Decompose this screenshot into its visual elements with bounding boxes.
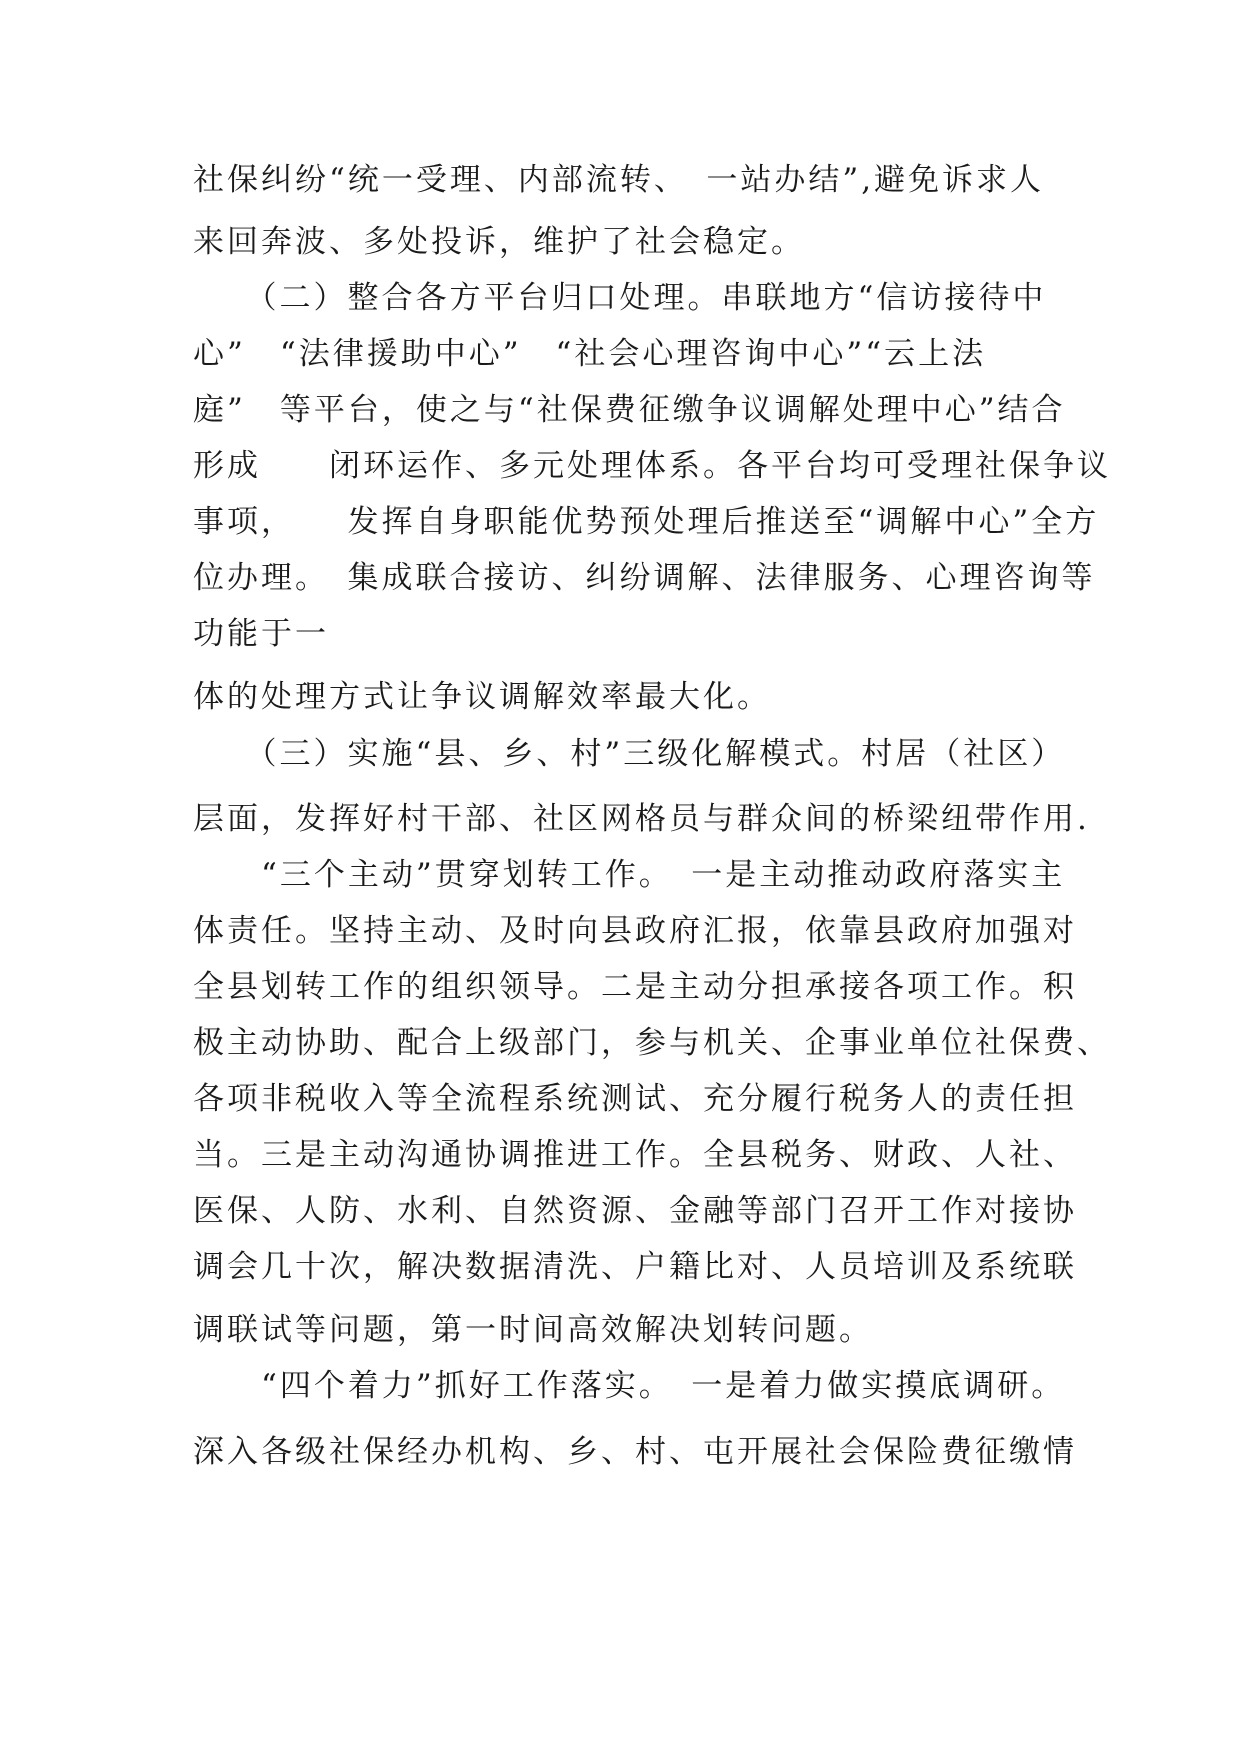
text-line: 层面，发挥好村干部、社区网格员与群众间的桥梁纽带作用.: [193, 801, 1090, 837]
text-line: （二）整合各方平台归口处理。串联地方“信访接待中: [193, 280, 1047, 316]
text-line: 事项， 发挥自身职能优势预处理后推送至“调解中心”全方: [193, 504, 1100, 540]
text-line: 调联试等问题，第一时间高效解决划转问题。: [193, 1312, 873, 1348]
text-line: 全县划转工作的组织领导。二是主动分担承接各项工作。积: [193, 969, 1077, 1005]
text-line: 庭” 等平台，使之与“社保费征缴争议调解处理中心”结合: [193, 392, 1066, 428]
text-line: 当。三是主动沟通协调推进工作。全县税务、财政、人社、: [193, 1137, 1077, 1173]
text-line: 调会几十次，解决数据清洗、户籍比对、人员培训及系统联: [193, 1249, 1077, 1285]
text-line: 极主动协助、配合上级部门，参与机关、企事业单位社保费、: [193, 1025, 1111, 1061]
text-line: “四个着力”抓好工作落实。 一是着力做实摸底调研。: [193, 1368, 1066, 1404]
text-line: 形成 闭环运作、多元处理体系。各平台均可受理社保争议: [193, 448, 1111, 484]
text-line: （三）实施“县、乡、村”三级化解模式。村居（社区）: [193, 736, 1066, 772]
text-line: 医保、人防、水利、自然资源、金融等部门召开工作对接协: [193, 1193, 1077, 1229]
text-line: 深入各级社保经办机构、乡、村、屯开展社会保险费征缴情: [193, 1434, 1077, 1470]
text-line: 体的处理方式让争议调解效率最大化。: [193, 679, 771, 715]
text-line: 各项非税收入等全流程系统测试、充分履行税务人的责任担: [193, 1081, 1077, 1117]
text-line: 位办理。 集成联合接访、纠纷调解、法律服务、心理咨询等: [193, 560, 1096, 596]
text-line: 来回奔波、多处投诉，维护了社会稳定。: [193, 224, 805, 260]
text-line: 体责任。坚持主动、及时向县政府汇报，依靠县政府加强对: [193, 913, 1077, 949]
text-line: “三个主动”贯穿划转工作。 一是主动推动政府落实主: [193, 857, 1066, 893]
text-line: 社保纠纷“统一受理、内部流转、 一站办结”,避免诉求人: [193, 162, 1045, 198]
text-line: 心” “法律援助中心” “社会心理咨询中心”“云上法: [193, 336, 987, 372]
text-line: 功能于一: [193, 616, 329, 652]
